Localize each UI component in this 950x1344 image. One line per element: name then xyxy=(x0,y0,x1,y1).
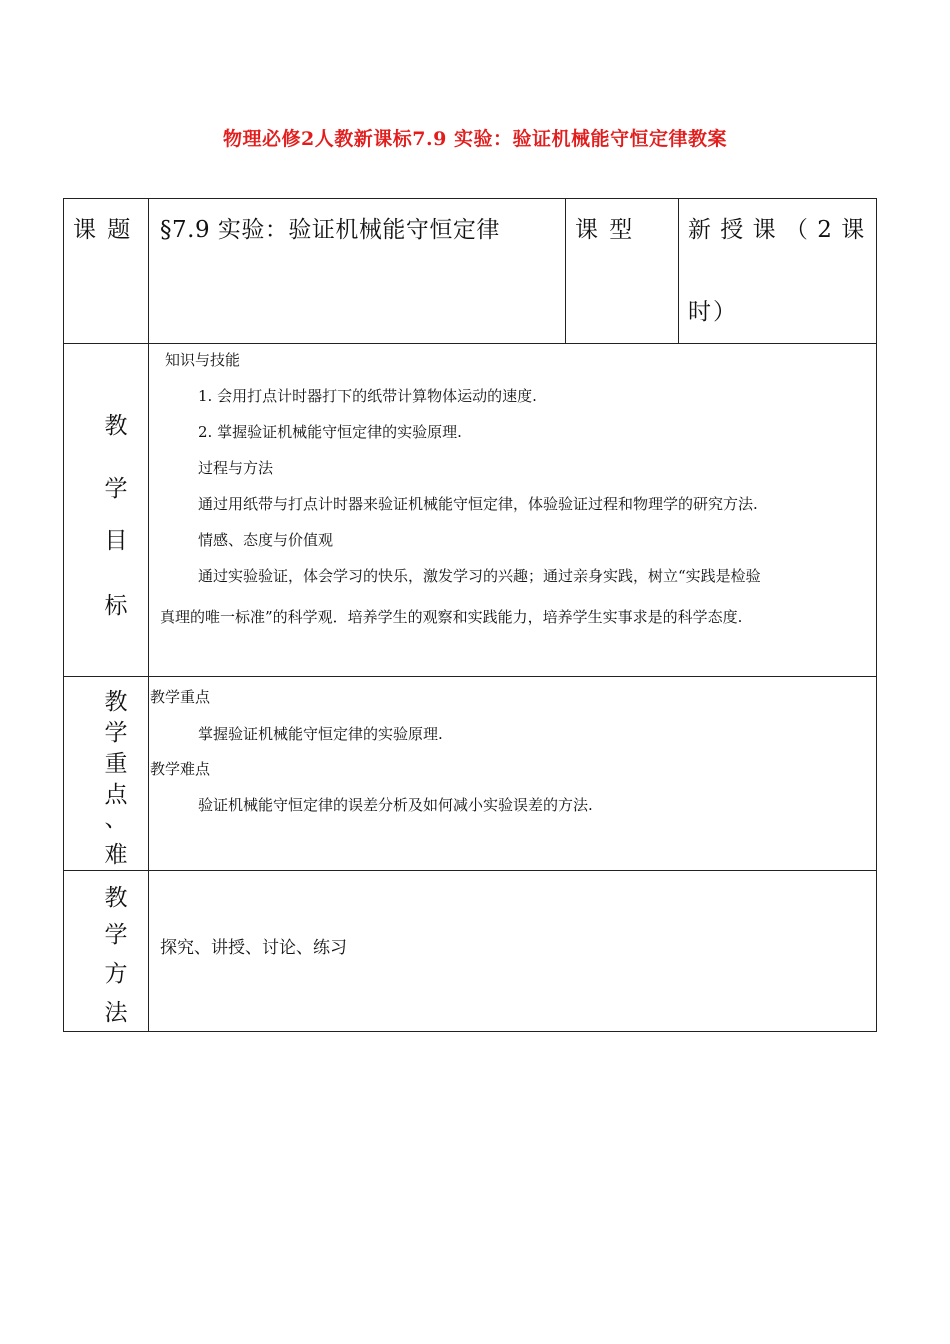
keypoints-label-char: 、 xyxy=(104,806,128,832)
type-value-line1: 新 授 课 （ 2 课 xyxy=(688,217,866,243)
document-title: 物理必修2人教新课标7.9 实验：验证机械能守恒定律教案 xyxy=(223,128,727,150)
emotion-values-text-line2: 真理的唯一标准”的科学观．培养学生的观察和实践能力，培养学生实事求是的科学态度. xyxy=(160,608,743,626)
keypoints-label-char: 点 xyxy=(104,782,128,808)
type-value-line2: 时） xyxy=(688,299,738,325)
objectives-label-char: 教 xyxy=(104,413,128,439)
keypoints-label-char: 学 xyxy=(104,720,128,746)
objectives-label-char: 学 xyxy=(104,476,128,502)
methods-label-char: 法 xyxy=(104,1000,128,1026)
methods-label-char: 学 xyxy=(104,922,128,948)
topic-label: 课 题 xyxy=(73,217,133,243)
keypoints-label-char: 教 xyxy=(104,689,128,715)
objective-item-1: 1. 会用打点计时器打下的纸带计算物体运动的速度. xyxy=(198,387,537,405)
key-focus-heading: 教学重点 xyxy=(150,688,211,706)
emotion-values-heading: 情感、态度与价值观 xyxy=(198,531,334,549)
methods-text: 探究、讲授、讨论、练习 xyxy=(160,938,347,958)
methods-label-char: 方 xyxy=(104,961,128,987)
objectives-label-char: 标 xyxy=(104,593,128,619)
process-method-text: 通过用纸带与打点计时器来验证机械能守恒定律，体验验证过程和物理学的研究方法. xyxy=(198,495,758,513)
key-focus-text: 掌握验证机械能守恒定律的实验原理. xyxy=(198,725,443,743)
difficulty-text: 验证机械能守恒定律的误差分析及如何减小实验误差的方法. xyxy=(198,796,593,814)
emotion-values-text-line1: 通过实验验证，体会学习的快乐，激发学习的兴趣；通过亲身实践，树立“实践是检验 xyxy=(198,567,761,585)
keypoints-label-char: 难 xyxy=(104,842,128,868)
objective-item-2: 2. 掌握验证机械能守恒定律的实验原理. xyxy=(198,423,462,441)
keypoints-label-char: 重 xyxy=(104,751,128,777)
objectives-label-char: 目 xyxy=(104,528,128,554)
topic-value: §7.9 实验：验证机械能守恒定律 xyxy=(160,217,500,243)
difficulty-heading: 教学难点 xyxy=(150,760,211,778)
type-label: 课 型 xyxy=(575,217,635,243)
process-method-heading: 过程与方法 xyxy=(198,459,274,477)
methods-label-char: 教 xyxy=(104,885,128,911)
knowledge-skills-heading: 知识与技能 xyxy=(165,351,241,369)
